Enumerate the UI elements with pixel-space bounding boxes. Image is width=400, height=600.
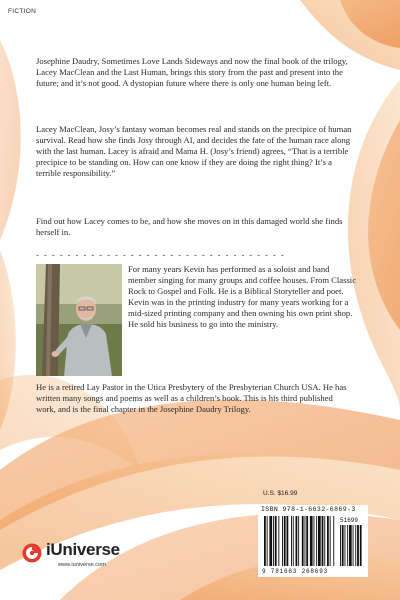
barcode-bar bbox=[293, 516, 294, 566]
barcode-bar bbox=[269, 516, 272, 566]
barcode-bar bbox=[298, 516, 299, 566]
barcode-bar bbox=[264, 516, 266, 566]
blurb-paragraph-3: Find out how Lacey comes to be, and how she moves on in this damaged world she finds herself in. bbox=[36, 216, 343, 238]
barcode bbox=[262, 516, 366, 568]
blurb-paragraph-2: Lacey MacClean, Josy’s fantasy woman becomes real and stands on the precipice of human survival. Read how she finds Josy through AI, and decides the fate of the human race along with the last human. Lacey is afraid and Mama H. (Josy’s friend) agrees, “That is a terrible precipice to be standing on. How can one know if they are doing the right thing? It’s a terrible responsibility.” bbox=[36, 124, 352, 179]
iuniverse-logo-icon bbox=[22, 543, 42, 563]
addon-bar bbox=[340, 525, 341, 566]
dashed-divider: - - - - - - - - - - - - - - - - - - - - - - - - - - - - - - - - bbox=[36, 250, 286, 260]
barcode-bar bbox=[296, 516, 298, 566]
barcode-bar bbox=[327, 516, 329, 566]
barcode-bar bbox=[282, 516, 283, 566]
ean-digits: 9 781663 268693 bbox=[262, 568, 329, 575]
isbn-label: ISBN 978-1-6632-6869-3 bbox=[261, 506, 356, 513]
addon-bar bbox=[360, 525, 362, 566]
addon-bar bbox=[347, 525, 348, 566]
author-bio-2: He is a retired Lay Pastor in the Utica Presbytery of the Presbyterian Church USA. He has written many songs and poems as well as a children’s book. This is his third published work, and is the final chapter in the Josephine Daudry Trilogy. bbox=[36, 382, 347, 415]
addon-bar bbox=[353, 525, 354, 566]
barcode-bar bbox=[316, 516, 317, 566]
barcode-bar bbox=[324, 516, 325, 566]
addon-bar bbox=[349, 525, 352, 566]
blurb-paragraph-1: Josephine Daudry, Sometimes Love Lands Sideways and now the final book of the trilogy, Lacey MacClean and the Last Human, brings this story from the past and present into the future; and it’s not good. A dystopian future where there is only one human being left. bbox=[36, 56, 348, 89]
barcode-bar bbox=[330, 516, 331, 566]
barcode-bar bbox=[267, 516, 268, 566]
barcode-bar bbox=[318, 516, 321, 566]
author-photo bbox=[36, 264, 122, 376]
publisher-name: iUniverse bbox=[46, 540, 120, 559]
barcode-bar bbox=[291, 516, 292, 566]
barcode-bar bbox=[275, 516, 277, 566]
price-label: U.S. $16.99 bbox=[263, 490, 298, 497]
addon-bar bbox=[355, 525, 356, 566]
author-bio-1: For many years Kevin has performed as a soloist and band member singing for many groups and coffee houses. From Classic Rock to Gospel and Folk. He is a Biblical Storyteller and poet. Kevin was in the printing industry for many years working for a mid-sized printing company and then owning his own print shop. He sold his business to go into the ministry. bbox=[128, 264, 357, 330]
barcode-bar bbox=[333, 516, 334, 566]
barcode-bar bbox=[302, 516, 304, 566]
publisher-url: www.iuniverse.com bbox=[58, 562, 106, 568]
barcode-bar bbox=[306, 516, 308, 566]
genre-label: FICTION bbox=[8, 8, 37, 15]
barcode-bar bbox=[322, 516, 324, 566]
barcode-bar bbox=[273, 516, 274, 566]
addon-bar bbox=[357, 525, 359, 566]
barcode-bar bbox=[284, 516, 286, 566]
barcode-bar bbox=[314, 516, 315, 566]
addon-bar bbox=[342, 525, 344, 566]
barcode-bar bbox=[287, 516, 289, 566]
addon-digits: 51699 bbox=[340, 517, 359, 524]
barcode-bar bbox=[305, 516, 306, 566]
addon-bar bbox=[345, 525, 346, 566]
barcode-bar bbox=[278, 516, 279, 566]
barcode-bar bbox=[310, 516, 313, 566]
